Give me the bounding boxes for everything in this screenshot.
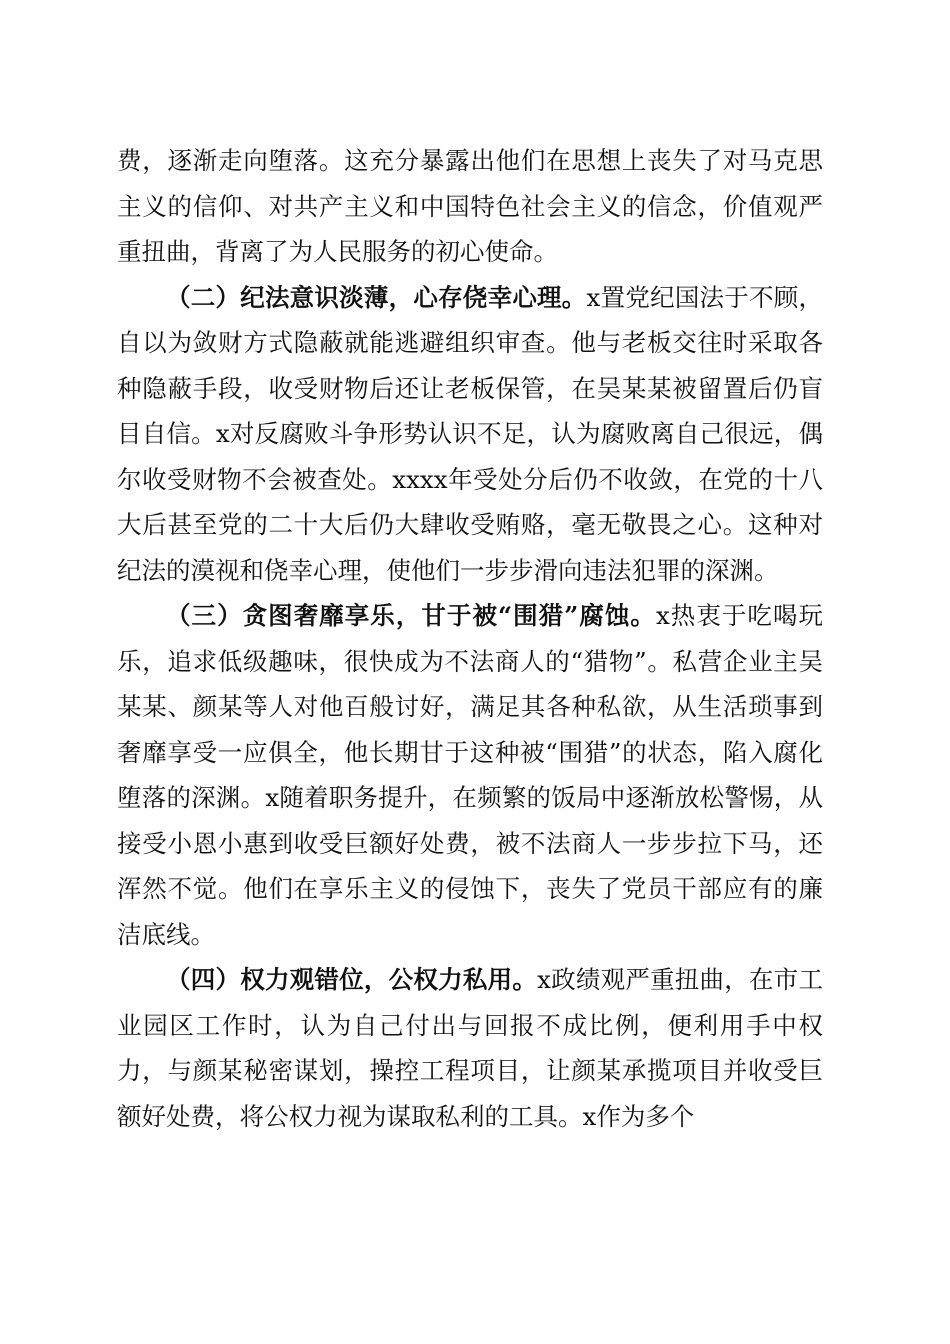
section-heading: （二）纪法意识淡薄，心存侥幸心理。 [166, 282, 587, 312]
paragraph-section-3 [117, 593, 823, 957]
paragraph-continuation [117, 138, 823, 275]
paragraph-text: x置党纪国法于不顾，自以为敛财方式隐蔽就能逃避组织审查。他与老板交往时采取各种隐蔽手段，收受财物后还让老板保管，在吴某某被留置后仍盲目自信。x对反腐败斗争形势认识不足，认为腐败离自己很远，偶尔收受财物不会被查处。xxxx年受处分后仍不收敛，在党的十八大后甚至党的二十大后仍大肆收受贿赂，毫无敬畏之心。这种对纪法的漠视和侥幸心理，使他们一步步滑向违法犯罪的深渊。 [117, 282, 823, 585]
paragraph-section-2 [117, 275, 823, 594]
paragraph-section-4 [117, 957, 823, 1139]
section-heading: （四）权力观错位，公权力私用。 [166, 965, 538, 994]
paragraph-text: x政绩观严重扭曲，在市工业园区工作时，认为自己付出与回报不成比例，便利用手中权力，与颜某秘密谋划，操控工程项目，让颜某承揽项目并收受巨额好处费，将公权力视为谋取私利的工具。x作为多个 [117, 965, 823, 1131]
paragraph-text: x热衷于吃喝玩乐，追求低级趣味，很快成为不法商人的“猎物”。私营企业主吴某某、颜某等人对他百般讨好，满足其各种私欲，从生活琐事到奢靡享受一应俱全，他长期甘于这种被“围猎”的状态，陷入腐化堕落的深渊。x随着职务提升，在频繁的饭局中逐渐放松警惕，从接受小恩小惠到收受巨额好处费，被不法商人一步步拉下马，还浑然不觉。他们在享乐主义的侵蚀下，丧失了党员干部应有的廉洁底线。 [117, 601, 823, 949]
document-body [117, 138, 823, 1139]
paragraph-text: 费，逐渐走向堕落。这充分暴露出他们在思想上丧失了对马克思主义的信仰、对共产主义和中国特色社会主义的信念，价值观严重扭曲，背离了为人民服务的初心使命。 [117, 146, 823, 266]
section-heading: （三）贪图奢靡享乐，甘于被“围猎”腐蚀。 [166, 601, 656, 630]
